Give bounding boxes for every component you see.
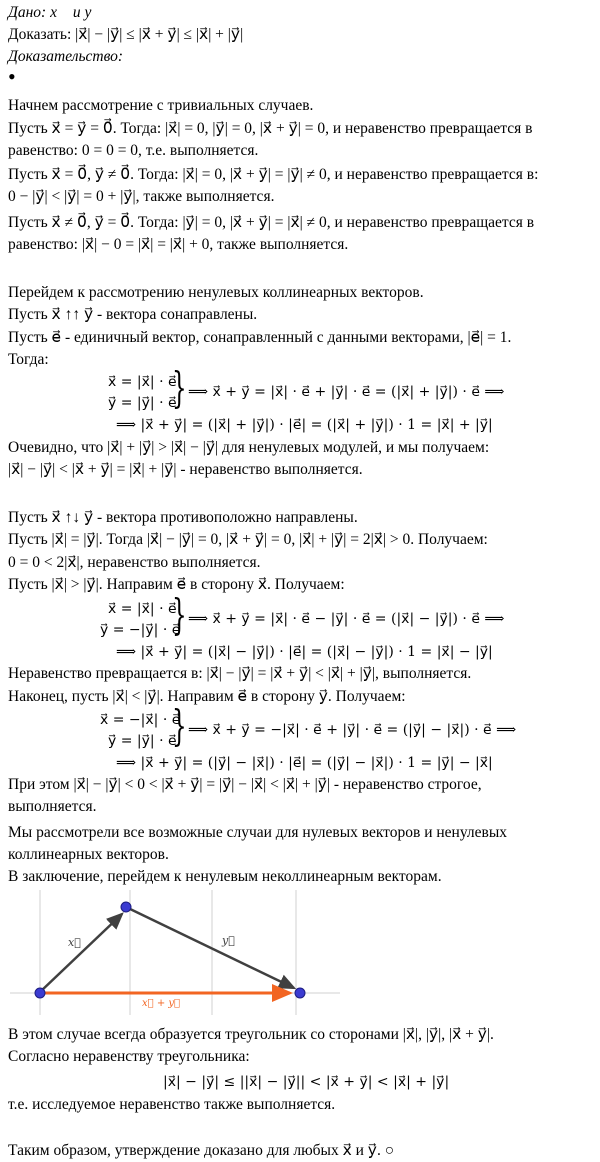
eq2-system-b: y⃗ = −|y⃗| · e⃗	[100, 622, 181, 638]
eq3-system-b: y⃗ = |y⃗| · e⃗	[108, 733, 177, 749]
triangle-line3: т.е. исследуемое неравенство также выполняется.	[8, 1096, 336, 1113]
vector-x	[40, 914, 122, 992]
eq1-system-a: x⃗ = |x⃗| · e⃗	[108, 374, 177, 390]
case1-line1: Пусть x⃗ = y⃗ = 0⃗. Тогда: |x⃗| = 0, |y⃗| = 0, |x⃗ + y⃗| = 0, и неравенство превращается в	[8, 120, 533, 137]
then-label: Тогда:	[8, 351, 49, 368]
vector-y	[128, 908, 294, 988]
case3-line2: равенство: |x⃗| − 0 = |x⃗| = |x⃗| + 0, также выполняется.	[8, 236, 349, 253]
summary-line1: Мы рассмотрели все возможные случаи для нулевых векторов и ненулевых	[8, 824, 507, 841]
summary-line3: В заключение, перейдем к ненулевым неколлинеарным векторам.	[8, 868, 442, 885]
unit-vector: Пусть e⃗ - единичный вектор, сонаправленный с данными векторами, |e⃗| = 1.	[8, 329, 512, 346]
label-sum: x⃗ + y⃗	[142, 998, 181, 1009]
eq2-rhs: ⟹ x⃗ + y⃗ = |x⃗| · e⃗ − |y⃗| · e⃗ = (|x⃗| − |y⃗|) · e⃗ ⟹	[188, 611, 505, 627]
label-y: y⃗	[222, 934, 235, 947]
triangle-inequality: |x⃗| − |y⃗| ≤ ||x⃗| − |y⃗|| < |x⃗ + y⃗| < |x⃗| + |y⃗|	[163, 1074, 450, 1090]
less-case: Наконец, пусть |x⃗| < |y⃗|. Направим e⃗ в сторону y⃗. Получаем:	[8, 688, 406, 705]
eq3-rhs: ⟹ x⃗ + y⃗ = −|x⃗| · e⃗ + |y⃗| · e⃗ = (|y⃗| − |x⃗|) · e⃗ ⟹	[188, 722, 517, 738]
less-conclusion-line2: выполняется.	[8, 798, 97, 815]
opposite-direction: Пусть x⃗ ↑↓ y⃗ - вектора противоположно направлены.	[8, 509, 358, 526]
collinear-intro: Перейдем к рассмотрению ненулевых коллинеарных векторов.	[8, 284, 424, 301]
point-top	[121, 902, 131, 912]
triangle-line2: Согласно неравенству треугольника:	[8, 1048, 250, 1065]
bullet-icon: •	[8, 64, 16, 89]
case2-line1: Пусть x⃗ = 0⃗, y⃗ ≠ 0⃗. Тогда: |x⃗| = 0, |x⃗ + y⃗| = |y⃗| ≠ 0, и неравенство превращается в:	[8, 166, 539, 183]
greater-conclusion: Неравенство превращается в: |x⃗| − |y⃗| = |x⃗ + y⃗| < |x⃗| + |y⃗|, выполняется.	[8, 665, 472, 682]
point-end	[295, 988, 305, 998]
eq1-line2: ⟹ |x⃗ + y⃗| = (|x⃗| + |y⃗|) · |e⃗| = (|x⃗| + |y⃗|) · 1 = |x⃗| + |y⃗|	[116, 417, 493, 433]
trivial-intro: Начнем рассмотрение с тривиальных случаев.	[8, 97, 314, 114]
eq2-line2: ⟹ |x⃗ + y⃗| = (|x⃗| − |y⃗|) · |e⃗| = (|x⃗| − |y⃗|) · 1 = |x⃗| − |y⃗|	[116, 644, 493, 660]
eq2-system-a: x⃗ = |x⃗| · e⃗	[108, 601, 177, 617]
case3-line1: Пусть x⃗ ≠ 0⃗, y⃗ = 0⃗. Тогда: |y⃗| = 0, |x⃗ + y⃗| = |x⃗| ≠ 0, и неравенство превращается в	[8, 214, 535, 231]
eq2-brace: }	[172, 590, 187, 639]
grid-lines	[10, 890, 340, 1015]
eq1-rhs: ⟹ x⃗ + y⃗ = |x⃗| · e⃗ + |y⃗| · e⃗ = (|x⃗| + |y⃗|) · e⃗ ⟹	[188, 384, 505, 400]
equal-moduli-line1: Пусть |x⃗| = |y⃗|. Тогда |x⃗| − |y⃗| = 0, |x⃗ + y⃗| = 0, |x⃗| + |y⃗| = 2|x⃗| > 0. Получаем:	[8, 531, 488, 548]
eq1-brace: }	[172, 363, 187, 412]
summary-line2: коллинеарных векторов.	[8, 846, 169, 863]
same-direction: Пусть x⃗ ↑↑ y⃗ - вектора сонаправлены.	[8, 306, 258, 323]
eq3-line2: ⟹ |x⃗ + y⃗| = (|y⃗| − |x⃗|) · |e⃗| = (|y⃗| − |x⃗|) · 1 = |y⃗| − |x⃗|	[116, 755, 493, 771]
given: Дано: x⃗ и y⃗	[8, 4, 104, 21]
equal-moduli-line2: 0 = 0 < 2|x⃗|, неравенство выполняется.	[8, 554, 261, 571]
less-conclusion-line1: При этом |x⃗| − |y⃗| < 0 < |x⃗ + y⃗| = |y⃗| − |x⃗| < |x⃗| + |y⃗| - неравенство строгое,	[8, 776, 482, 793]
point-start	[35, 988, 45, 998]
greater-case: Пусть |x⃗| > |y⃗|. Направим e⃗ в сторону x⃗. Получаем:	[8, 576, 345, 593]
vector-triangle-figure	[10, 890, 340, 1015]
eq3-brace: }	[172, 701, 187, 750]
case2-line2: 0 − |y⃗| < |y⃗| = 0 + |y⃗|, также выполняется.	[8, 188, 275, 205]
prove-statement: Доказать: |x⃗| − |y⃗| ≤ |x⃗ + y⃗| ≤ |x⃗| + |y⃗|	[8, 26, 244, 43]
final-conclusion: Таким образом, утверждение доказано для любых x⃗ и y⃗. ○	[8, 1142, 395, 1159]
label-x: x⃗	[68, 936, 81, 949]
eq3-system-a: x⃗ = −|x⃗| · e⃗	[100, 712, 181, 728]
triangle-line1: В этом случае всегда образуется треугольник со сторонами |x⃗|, |y⃗|, |x⃗ + y⃗|.	[8, 1026, 494, 1043]
case1-line2: равенство: 0 = 0 = 0, т.е. выполняется.	[8, 142, 259, 159]
obvious-line2: |x⃗| − |y⃗| < |x⃗ + y⃗| = |x⃗| + |y⃗| - неравенство выполняется.	[8, 461, 363, 478]
proof-heading: Доказательство:	[8, 48, 124, 65]
eq1-system-b: y⃗ = |y⃗| · e⃗	[108, 395, 177, 411]
obvious-line1: Очевидно, что |x⃗| + |y⃗| > |x⃗| − |y⃗| для ненулевых модулей, и мы получаем:	[8, 439, 490, 456]
